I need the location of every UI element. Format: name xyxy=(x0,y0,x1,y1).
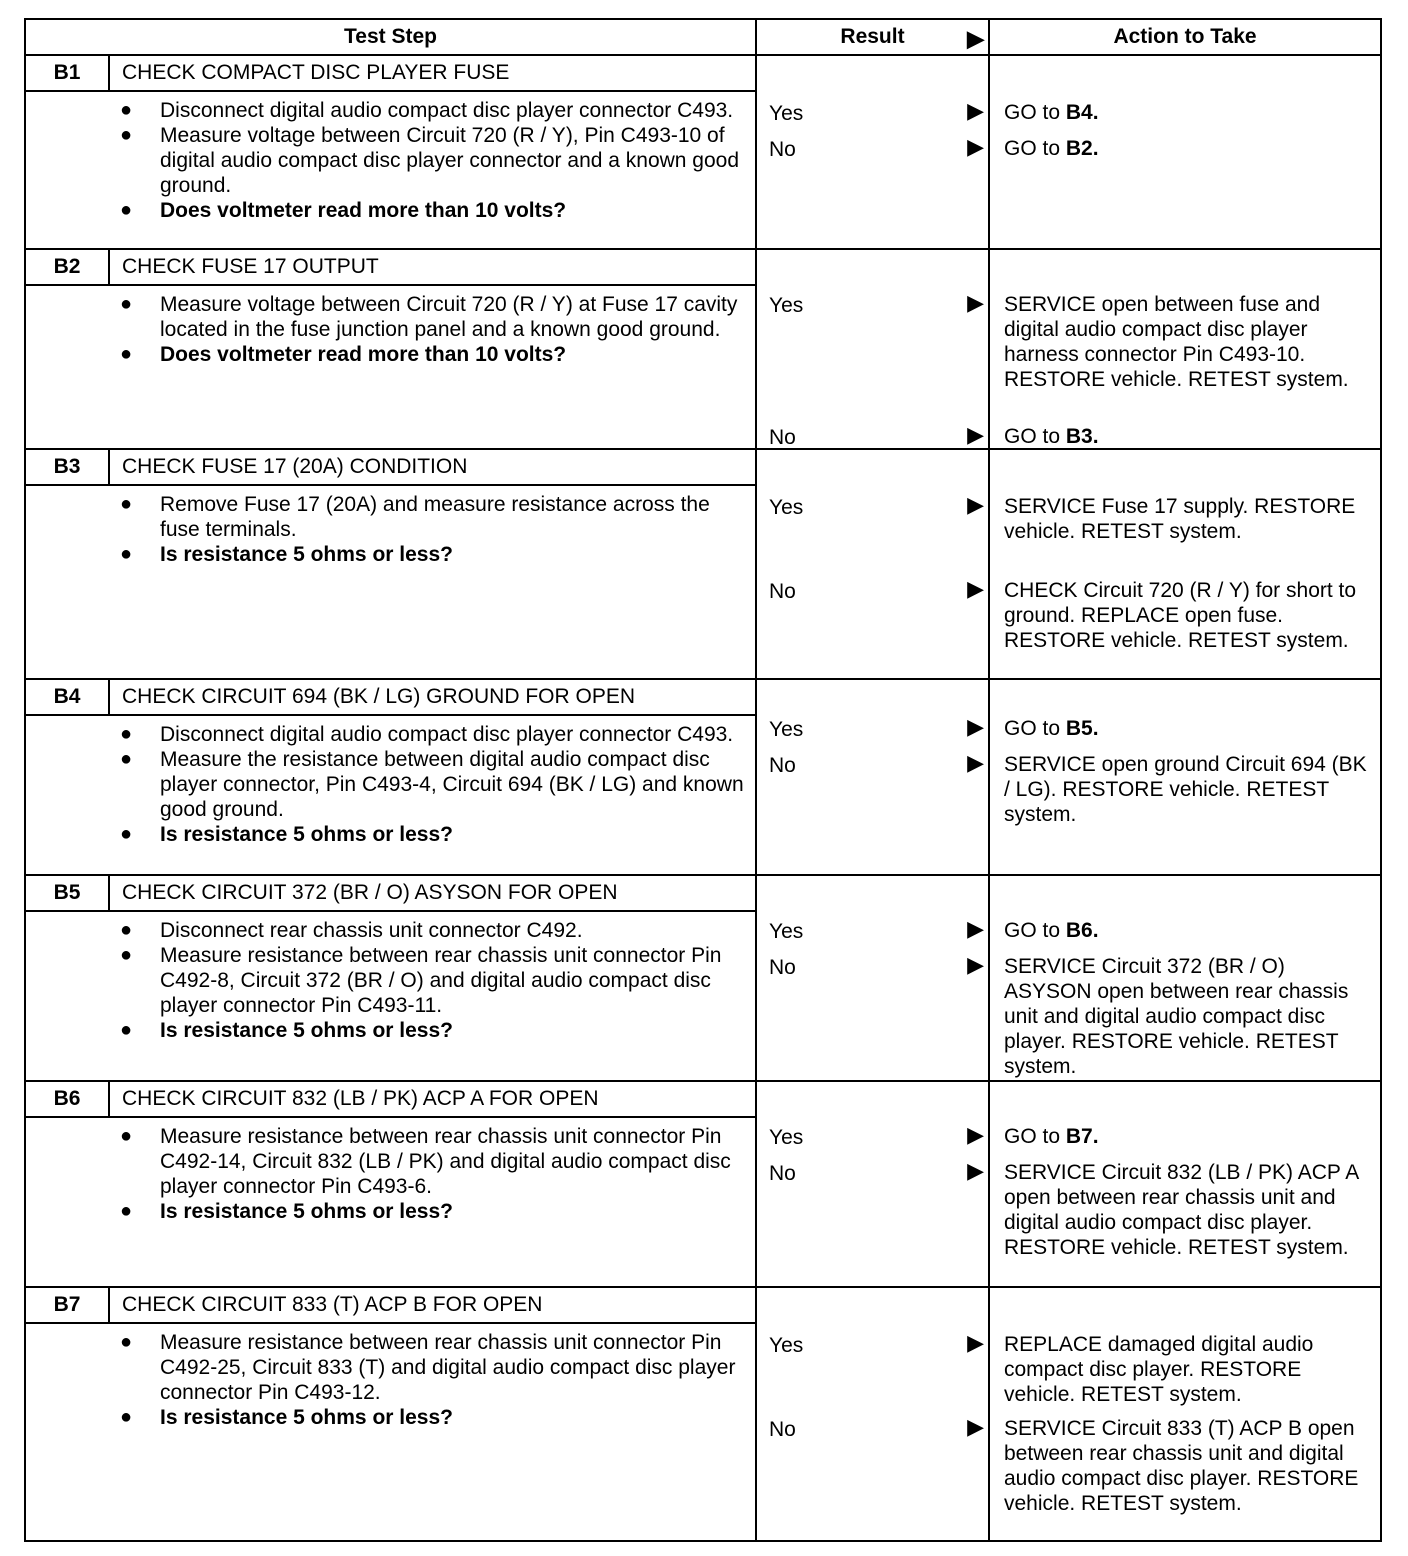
action-cell xyxy=(989,55,1381,249)
test-step-cell xyxy=(25,249,756,449)
bullet-icon: ● xyxy=(120,1406,133,1428)
action-text xyxy=(1004,292,1376,392)
bullet-icon: ● xyxy=(120,723,133,745)
step-id: B6 xyxy=(26,1082,110,1116)
step-instructions xyxy=(26,1124,755,1224)
action-text xyxy=(1004,1332,1376,1407)
step-heading xyxy=(26,680,755,716)
instruction-text: Disconnect digital audio compact disc player connector C493. xyxy=(160,723,734,746)
bullet-icon: ● xyxy=(120,99,133,121)
test-step-cell xyxy=(25,55,756,249)
action-instruction: SERVICE Circuit 833 (T) ACP B open between rear chassis unit and digital audio compact disc player. RESTORE vehicle. RETEST system. xyxy=(1004,1417,1359,1515)
table-body xyxy=(25,55,1381,1541)
table-row xyxy=(25,679,1381,875)
goto-step-punct: . xyxy=(1092,919,1099,942)
step-title: CHECK CIRCUIT 694 (BK / LG) GROUND FOR OPEN xyxy=(122,685,636,708)
goto-step-punct: . xyxy=(1092,425,1099,448)
question-text: Is resistance 5 ohms or less? xyxy=(160,1200,453,1223)
step-heading xyxy=(26,450,755,486)
action-text xyxy=(1004,100,1376,125)
question-text: Is resistance 5 ohms or less? xyxy=(160,1019,453,1042)
arrow-icon: ▶ xyxy=(967,1158,984,1183)
arrow-icon: ▶ xyxy=(967,422,984,447)
table-row xyxy=(25,1287,1381,1541)
instruction-text: Measure resistance between rear chassis unit connector Pin C492-25, Circuit 833 (T) and digital audio compact disc player connector Pin C493-12. xyxy=(160,1331,736,1404)
step-question xyxy=(116,542,755,567)
action-instruction: SERVICE Fuse 17 supply. RESTORE vehicle. RETEST system. xyxy=(1004,495,1356,543)
action-text xyxy=(1004,954,1376,1079)
arrow-icon: ▶ xyxy=(967,750,984,775)
goto-step-punct: . xyxy=(1092,1125,1099,1148)
instruction-text: Measure voltage between Circuit 720 (R / Y) at Fuse 17 cavity located in the fuse junction panel and a known good ground. xyxy=(160,293,738,341)
arrow-icon: ▶ xyxy=(967,1122,984,1147)
step-title: CHECK FUSE 17 (20A) CONDITION xyxy=(122,455,468,478)
instruction-text: Disconnect digital audio compact disc player connector C493. xyxy=(160,99,734,122)
action-column xyxy=(990,680,1380,874)
result-column xyxy=(757,1082,988,1286)
goto-step-punct: . xyxy=(1092,137,1099,160)
result-label: No xyxy=(769,1162,796,1185)
action-instruction: GO to xyxy=(1004,919,1066,942)
step-instruction xyxy=(116,943,755,1018)
step-heading xyxy=(26,1082,755,1118)
step-instruction xyxy=(116,492,755,542)
step-instruction xyxy=(116,123,755,198)
test-step-cell xyxy=(25,679,756,875)
action-cell xyxy=(989,249,1381,449)
step-instruction xyxy=(116,1124,755,1199)
action-instruction: GO to xyxy=(1004,717,1066,740)
action-text xyxy=(1004,1416,1376,1516)
instruction-text: Disconnect rear chassis unit connector C492. xyxy=(160,919,583,942)
bullet-icon: ● xyxy=(120,944,133,966)
step-instructions xyxy=(26,492,755,567)
instruction-text: Measure resistance between rear chassis unit connector Pin C492-8, Circuit 372 (BR / O) and digital audio compact disc player connector Pin C493-11. xyxy=(160,944,722,1017)
arrow-icon: ▶ xyxy=(967,952,984,977)
arrow-icon: ▶ xyxy=(967,576,984,601)
header-action-label: Action to Take xyxy=(1113,25,1257,48)
action-column xyxy=(990,1082,1380,1286)
action-text xyxy=(1004,918,1376,943)
bullet-icon: ● xyxy=(120,293,133,315)
action-column xyxy=(990,250,1380,448)
question-text: Is resistance 5 ohms or less? xyxy=(160,543,453,566)
arrow-icon: ▶ xyxy=(967,1414,984,1439)
bullet-icon: ● xyxy=(120,543,133,565)
action-text xyxy=(1004,578,1376,653)
goto-step-ref: B3 xyxy=(1065,425,1093,448)
step-instructions xyxy=(26,1330,755,1430)
test-step-cell xyxy=(25,1081,756,1287)
diagnostic-table-sheet xyxy=(24,18,1380,1542)
goto-step-ref: B6 xyxy=(1065,919,1093,942)
action-instruction: SERVICE Circuit 832 (LB / PK) ACP A open between rear chassis unit and digital audio compact disc player. RESTORE vehicle. RETEST system. xyxy=(1004,1161,1359,1259)
step-title: CHECK CIRCUIT 372 (BR / O) ASYSON FOR OPEN xyxy=(122,881,618,904)
header-test-step-label: Test Step xyxy=(344,25,437,48)
test-step-cell xyxy=(25,875,756,1081)
arrow-icon: ▶ xyxy=(967,98,984,123)
action-instruction: GO to xyxy=(1004,137,1066,160)
step-instructions xyxy=(26,918,755,1043)
result-cell xyxy=(756,449,989,679)
step-instruction xyxy=(116,747,755,822)
action-text xyxy=(1004,136,1376,161)
step-instruction xyxy=(116,918,755,943)
diagnostic-table xyxy=(24,18,1382,1542)
step-title: CHECK COMPACT DISC PLAYER FUSE xyxy=(122,61,510,84)
result-cell xyxy=(756,1287,989,1541)
action-text xyxy=(1004,1124,1376,1149)
result-cell xyxy=(756,249,989,449)
header-result-label: Result xyxy=(840,25,905,48)
table-row xyxy=(25,55,1381,249)
bullet-icon: ● xyxy=(120,1200,133,1222)
result-label: Yes xyxy=(769,294,804,317)
result-cell xyxy=(756,1081,989,1287)
action-instruction: SERVICE open ground Circuit 694 (BK / LG). RESTORE vehicle. RETEST system. xyxy=(1004,753,1367,826)
step-instructions xyxy=(26,722,755,847)
result-column xyxy=(757,680,988,874)
step-question xyxy=(116,342,755,367)
result-label: Yes xyxy=(769,920,804,943)
bullet-icon: ● xyxy=(120,1019,133,1041)
bullet-icon: ● xyxy=(120,493,133,515)
action-text xyxy=(1004,424,1376,449)
result-column xyxy=(757,450,988,678)
action-cell xyxy=(989,1287,1381,1541)
bullet-icon: ● xyxy=(120,124,133,146)
result-label: Yes xyxy=(769,718,804,741)
arrow-icon: ▶ xyxy=(967,916,984,941)
step-question xyxy=(116,1199,755,1224)
bullet-icon: ● xyxy=(120,1125,133,1147)
result-cell xyxy=(756,55,989,249)
step-id: B2 xyxy=(26,250,110,284)
bullet-icon: ● xyxy=(120,919,133,941)
table-row xyxy=(25,249,1381,449)
step-heading xyxy=(26,876,755,912)
question-text: Is resistance 5 ohms or less? xyxy=(160,823,453,846)
action-instruction: GO to xyxy=(1004,101,1066,124)
result-label: Yes xyxy=(769,496,804,519)
result-column xyxy=(757,876,988,1080)
arrow-icon: ▶ xyxy=(967,134,984,159)
instruction-text: Measure voltage between Circuit 720 (R / Y), Pin C493-10 of digital audio compact disc player connector and a known good ground. xyxy=(160,124,740,197)
action-text xyxy=(1004,494,1376,544)
step-question xyxy=(116,198,755,223)
bullet-icon: ● xyxy=(120,343,133,365)
arrow-icon: ▶ xyxy=(967,290,984,315)
table-row xyxy=(25,1081,1381,1287)
action-instruction: REPLACE damaged digital audio compact disc player. RESTORE vehicle. RETEST system. xyxy=(1004,1333,1314,1406)
result-cell xyxy=(756,875,989,1081)
header-result xyxy=(756,19,989,55)
action-instruction: CHECK Circuit 720 (R / Y) for short to ground. REPLACE open fuse. RESTORE vehicle. RETEST system. xyxy=(1004,579,1357,652)
action-column xyxy=(990,450,1380,678)
test-step-cell xyxy=(25,1287,756,1541)
step-id: B4 xyxy=(26,680,110,714)
result-column xyxy=(757,1288,988,1540)
step-heading xyxy=(26,250,755,286)
goto-step-punct: . xyxy=(1092,101,1099,124)
step-instruction xyxy=(116,292,755,342)
step-instruction xyxy=(116,98,755,123)
action-cell xyxy=(989,1081,1381,1287)
step-question xyxy=(116,822,755,847)
header-action xyxy=(989,19,1381,55)
goto-step-ref: B2 xyxy=(1065,137,1093,160)
step-id: B7 xyxy=(26,1288,110,1322)
action-column xyxy=(990,56,1380,248)
goto-step-ref: B4 xyxy=(1065,101,1093,124)
question-text: Is resistance 5 ohms or less? xyxy=(160,1406,453,1429)
question-text: Does voltmeter read more than 10 volts? xyxy=(160,199,567,222)
result-label: Yes xyxy=(769,1126,804,1149)
action-column xyxy=(990,876,1380,1080)
result-label: No xyxy=(769,1418,796,1441)
action-text xyxy=(1004,1160,1376,1260)
step-instructions xyxy=(26,292,755,367)
result-label: No xyxy=(769,956,796,979)
table-row xyxy=(25,875,1381,1081)
step-title: CHECK CIRCUIT 833 (T) ACP B FOR OPEN xyxy=(122,1293,543,1316)
result-cell xyxy=(756,679,989,875)
instruction-text: Measure resistance between rear chassis unit connector Pin C492-14, Circuit 832 (LB / PK) and digital audio compact disc player connector Pin C493-6. xyxy=(160,1125,731,1198)
bullet-icon: ● xyxy=(120,748,133,770)
step-id: B5 xyxy=(26,876,110,910)
bullet-icon: ● xyxy=(120,199,133,221)
result-label: No xyxy=(769,580,796,603)
action-instruction: GO to xyxy=(1004,425,1066,448)
step-question xyxy=(116,1018,755,1043)
table-row xyxy=(25,449,1381,679)
goto-step-ref: B5 xyxy=(1065,717,1093,740)
result-label: No xyxy=(769,138,796,161)
action-instruction: SERVICE open between fuse and digital audio compact disc player harness connector Pin C493-10. RESTORE vehicle. RETEST system. xyxy=(1004,293,1349,391)
bullet-icon: ● xyxy=(120,823,133,845)
result-column xyxy=(757,250,988,448)
step-title: CHECK FUSE 17 OUTPUT xyxy=(122,255,379,278)
result-column xyxy=(757,56,988,248)
step-instruction xyxy=(116,722,755,747)
arrow-icon: ▶ xyxy=(967,1330,984,1355)
arrow-icon: ▶ xyxy=(967,492,984,517)
result-label: Yes xyxy=(769,102,804,125)
action-column xyxy=(990,1288,1380,1540)
action-cell xyxy=(989,875,1381,1081)
instruction-text: Measure the resistance between digital audio compact disc player connector, Pin C493-4, Circuit 694 (BK / LG) and known good ground. xyxy=(160,748,744,821)
step-title: CHECK CIRCUIT 832 (LB / PK) ACP A FOR OPEN xyxy=(122,1087,599,1110)
question-text: Does voltmeter read more than 10 volts? xyxy=(160,343,567,366)
action-cell xyxy=(989,679,1381,875)
goto-step-ref: B7 xyxy=(1065,1125,1093,1148)
action-instruction: GO to xyxy=(1004,1125,1066,1148)
step-heading xyxy=(26,56,755,92)
step-question xyxy=(116,1405,755,1430)
action-text xyxy=(1004,752,1376,827)
step-instructions xyxy=(26,98,755,223)
arrow-icon: ▶ xyxy=(967,714,984,739)
step-id: B1 xyxy=(26,56,110,90)
arrow-icon: ▶ xyxy=(967,26,984,51)
action-instruction: SERVICE Circuit 372 (BR / O) ASYSON open between rear chassis unit and digital audio compact disc player. RESTORE vehicle. RETEST system. xyxy=(1004,955,1349,1078)
result-label: Yes xyxy=(769,1334,804,1357)
step-instruction xyxy=(116,1330,755,1405)
result-label: No xyxy=(769,754,796,777)
step-id: B3 xyxy=(26,450,110,484)
test-step-cell xyxy=(25,449,756,679)
bullet-icon: ● xyxy=(120,1331,133,1353)
result-label: No xyxy=(769,426,796,449)
goto-step-punct: . xyxy=(1092,717,1099,740)
table-header-row xyxy=(25,19,1381,55)
header-test-step xyxy=(25,19,756,55)
action-cell xyxy=(989,449,1381,679)
instruction-text: Remove Fuse 17 (20A) and measure resistance across the fuse terminals. xyxy=(160,493,710,541)
action-text xyxy=(1004,716,1376,741)
step-heading xyxy=(26,1288,755,1324)
